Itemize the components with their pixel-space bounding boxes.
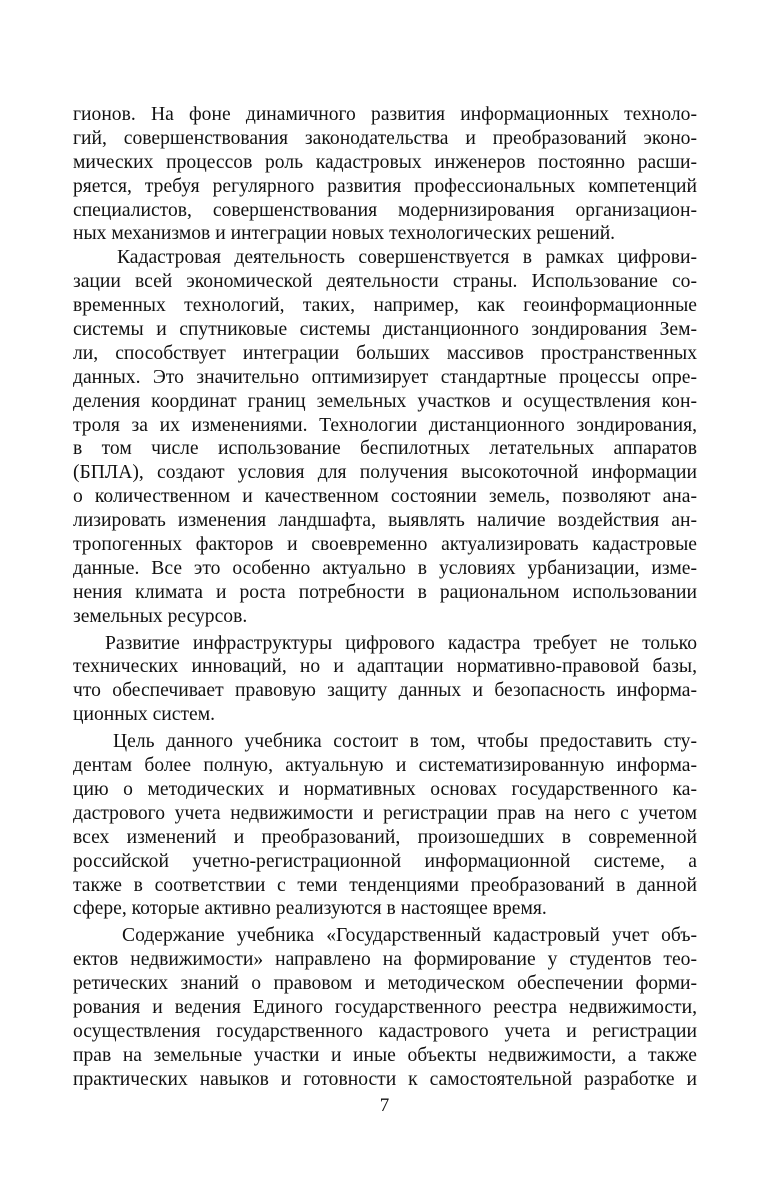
paragraph-3 — [73, 632, 697, 728]
text-line: земельных ресурсов. — [73, 605, 248, 627]
text-line: троля за их изменениями. Технологии дистанционного зондирования, — [73, 414, 697, 436]
text-line: Кадастровая деятельность совершенствуется в рамках цифрови- — [117, 247, 697, 269]
paragraph-4 — [73, 730, 697, 921]
text-line: нения климата и роста потребности в рациональном использовании — [73, 581, 697, 603]
text-line: сфере, которые активно реализуются в настоящее время. — [73, 898, 547, 920]
text-line: мических процессов роль кадастровых инженеров постоянно расши- — [73, 151, 697, 173]
text-line: Развитие инфраструктуры цифрового кадастра требует не только — [105, 632, 697, 654]
text-line: специалистов, совершенствования модернизирования организацион- — [73, 199, 697, 221]
text-line: временных технологий, таких, например, как геоинформационные — [73, 295, 697, 317]
page-number: 7 — [379, 1095, 390, 1116]
text-line: (БПЛА), создают условия для получения высокоточной информации — [73, 462, 697, 484]
text-line: в том числе использование беспилотных летательных аппаратов — [73, 438, 697, 460]
text-line: ретических знаний о правовом и методическом обеспечении форми- — [73, 973, 697, 995]
text-line: ряется, требуя регулярного развития профессиональных компетенций — [73, 175, 697, 197]
text-line: ектов недвижимости» направлено на формирование у студентов тео- — [73, 949, 697, 971]
text-line: гий, совершенствования законодательства и преобразований эконо- — [73, 127, 697, 149]
text-line: цию о методических и нормативных основах государственного ка- — [73, 778, 697, 800]
text-line: ли, способствует интеграции больших массивов пространственных — [73, 342, 697, 364]
text-line: лизировать изменения ландшафта, выявлять наличие воздействия ан- — [73, 510, 697, 532]
text-line: практических навыков и готовности к самостоятельной разработке и — [73, 1068, 697, 1090]
text-line: о количественном и качественном состоянии земель, позволяют ана- — [73, 486, 697, 508]
text-line: рования и ведения Единого государственного реестра недвижимости, — [73, 996, 697, 1018]
text-line: также в соответствии с теми тенденциями преобразований в данной — [73, 874, 697, 896]
text-line: ционных систем. — [73, 704, 216, 726]
text-line: Содержание учебника «Государственный кадастровый учет объ- — [122, 925, 697, 947]
text-line: дентам более полную, актуальную и систематизированную информа- — [73, 755, 697, 777]
text-line: что обеспечивает правовую защиту данных и безопасность информа- — [73, 680, 697, 702]
text-line: данные. Все это особенно актуально в условиях урбанизации, изме- — [73, 557, 697, 579]
paragraph-5 — [73, 924, 697, 1091]
paragraph-2 — [73, 246, 697, 628]
text-line: зации всей экономической деятельности страны. Использование со- — [73, 271, 697, 293]
text-line: Цель данного учебника состоит в том, чтобы предоставить сту- — [113, 731, 697, 753]
text-line: системы и спутниковые системы дистанционного зондирования Зем- — [73, 319, 697, 341]
text-line: деления координат границ земельных участков и осуществления кон- — [73, 390, 697, 412]
paragraph-1 — [73, 103, 697, 246]
text-line: осуществления государственного кадастрового учета и регистрации — [73, 1020, 697, 1042]
text-line: прав на земельные участки и иные объекты недвижимости, а также — [73, 1044, 697, 1066]
text-line: гионов. На фоне динамичного развития информационных техноло- — [73, 104, 697, 125]
text-line: технических инноваций, но и адаптации нормативно-правовой базы, — [73, 656, 697, 678]
text-line: дастрового учета недвижимости и регистрации прав на него с учетом — [73, 802, 697, 824]
text-line: ных механизмов и интеграции новых технологических решений. — [73, 223, 616, 245]
page-body — [73, 103, 697, 1092]
text-line: тропогенных факторов и своевременно актуализировать кадастровые — [73, 534, 697, 556]
text-line: всех изменений и преобразований, произошедших в современной — [73, 826, 697, 848]
text-line: данных. Это значительно оптимизирует стандартные процессы опре- — [73, 366, 697, 388]
text-line: российской учетно-регистрационной информационной системе, а — [73, 850, 697, 872]
